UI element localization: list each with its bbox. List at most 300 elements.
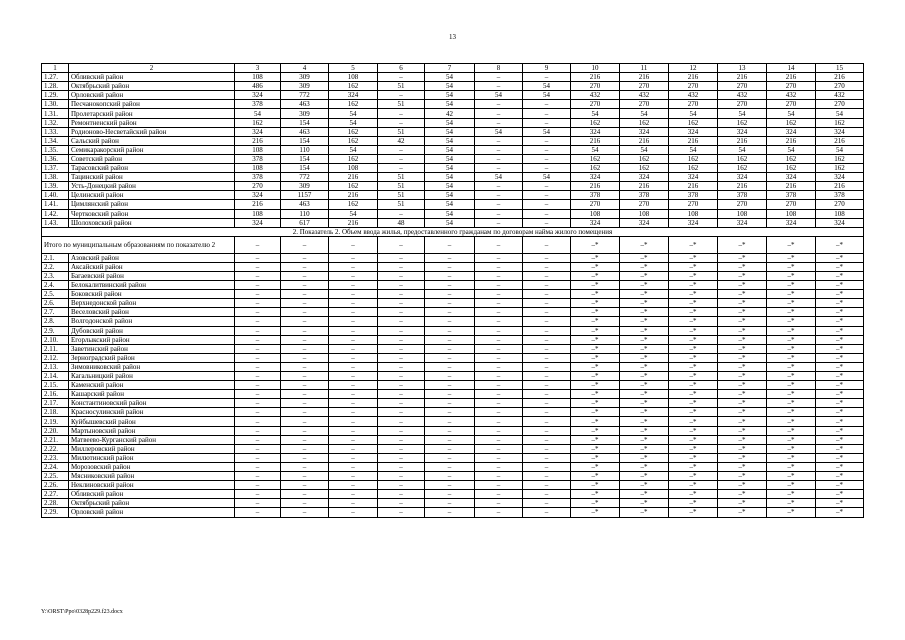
value-cell: – [378, 472, 425, 481]
value-cell: 54 [425, 182, 475, 191]
value-cell: 216 [718, 73, 767, 82]
value-cell: – [235, 399, 281, 408]
district-name-cell: Зерноградский район [69, 353, 235, 362]
value-cell: 54 [425, 73, 475, 82]
value-cell: – [523, 145, 571, 154]
value-cell: –* [718, 417, 767, 426]
row-number-cell: 1.32. [42, 118, 69, 127]
district-name-cell: Егорлыкский район [69, 335, 235, 344]
value-cell: –* [620, 335, 669, 344]
value-cell: 108 [235, 209, 281, 218]
district-name-cell: Шолоховский район [69, 218, 235, 227]
table-row [42, 299, 864, 308]
table-row [42, 100, 864, 109]
value-cell: 162 [571, 118, 620, 127]
value-cell: – [281, 481, 329, 490]
value-cell: – [329, 381, 378, 390]
row-number-cell: 2.27. [42, 490, 69, 499]
table-row [42, 481, 864, 490]
value-cell: 42 [378, 136, 425, 145]
table-row [42, 290, 864, 299]
value-cell: –* [571, 353, 620, 362]
value-cell: –* [767, 381, 816, 390]
value-cell: – [378, 362, 425, 371]
value-cell: 54 [425, 173, 475, 182]
column-number-cell: 14 [767, 64, 816, 73]
value-cell: – [523, 344, 571, 353]
value-cell: –* [767, 372, 816, 381]
value-cell: 1157 [281, 191, 329, 200]
value-cell: – [329, 317, 378, 326]
value-cell: –* [767, 262, 816, 271]
row-number-cell: 1.39. [42, 182, 69, 191]
value-cell: – [523, 73, 571, 82]
value-cell: – [425, 317, 475, 326]
value-cell: – [329, 344, 378, 353]
value-cell: –* [718, 353, 767, 362]
value-cell: – [425, 426, 475, 435]
value-cell: 216 [571, 73, 620, 82]
value-cell: 54 [425, 191, 475, 200]
value-cell: – [475, 408, 523, 417]
value-cell: –* [816, 326, 864, 335]
value-cell: – [425, 308, 475, 317]
value-cell: 54 [235, 109, 281, 118]
value-cell: – [378, 481, 425, 490]
value-cell: – [425, 399, 475, 408]
value-cell: 463 [281, 200, 329, 209]
value-cell: 432 [816, 91, 864, 100]
row-number-cell: 2.10. [42, 335, 69, 344]
total-label: Итого по муниципальным образованиям по показателю 2 [42, 236, 235, 253]
value-cell: – [475, 444, 523, 453]
value-cell: – [378, 299, 425, 308]
value-cell: 54 [523, 91, 571, 100]
value-cell: – [475, 136, 523, 145]
value-cell: –* [571, 499, 620, 508]
value-cell: –* [571, 362, 620, 371]
value-cell: – [475, 435, 523, 444]
value-cell: – [475, 381, 523, 390]
value-cell: 54 [329, 145, 378, 154]
value-cell: 324 [235, 127, 281, 136]
value-cell: 324 [718, 173, 767, 182]
value-cell: –* [571, 308, 620, 317]
value-cell: –* [620, 262, 669, 271]
value-cell: 309 [281, 182, 329, 191]
value-cell: 216 [767, 73, 816, 82]
value-cell: – [329, 499, 378, 508]
value-cell: –* [767, 317, 816, 326]
value-cell: 54 [523, 127, 571, 136]
column-number-cell: 4 [281, 64, 329, 73]
value-cell: – [281, 435, 329, 444]
value-cell: – [425, 481, 475, 490]
table-row [42, 308, 864, 317]
row-number-cell: 2.17. [42, 399, 69, 408]
value-cell: – [425, 344, 475, 353]
value-cell: – [378, 253, 425, 262]
district-name-cell: Кашарский район [69, 390, 235, 399]
value-cell: 216 [816, 182, 864, 191]
value-cell: 324 [235, 191, 281, 200]
value-cell: – [235, 481, 281, 490]
value-cell: – [235, 472, 281, 481]
value-cell: – [329, 462, 378, 471]
value-cell: – [329, 417, 378, 426]
district-name-cell: Боковский район [69, 290, 235, 299]
row-number-cell: 1.41. [42, 200, 69, 209]
value-cell: 54 [425, 164, 475, 173]
value-cell: –* [816, 417, 864, 426]
row-number-cell: 2.14. [42, 372, 69, 381]
value-cell: – [281, 472, 329, 481]
value-cell: –* [718, 435, 767, 444]
value-cell: 162 [329, 136, 378, 145]
value-cell: – [378, 164, 425, 173]
value-cell: 270 [669, 82, 718, 91]
value-cell: 108 [620, 209, 669, 218]
value-cell: –* [816, 435, 864, 444]
value-cell: –* [620, 381, 669, 390]
value-cell: –* [620, 271, 669, 280]
value-cell: – [235, 426, 281, 435]
table-row [42, 435, 864, 444]
value-cell: –* [620, 444, 669, 453]
row-number-cell: 2.23. [42, 453, 69, 462]
value-cell: 54 [523, 173, 571, 182]
value-cell: –* [816, 290, 864, 299]
value-cell: – [281, 326, 329, 335]
district-name-cell: Мартыновский район [69, 426, 235, 435]
row-number-cell: 2.1. [42, 253, 69, 262]
value-cell: – [281, 344, 329, 353]
value-cell: 54 [669, 109, 718, 118]
value-cell: 324 [767, 218, 816, 227]
value-cell: 162 [329, 127, 378, 136]
value-cell: –* [669, 453, 718, 462]
total-value-cell: –* [571, 236, 620, 253]
row-number-cell: 2.3. [42, 271, 69, 280]
value-cell: – [425, 472, 475, 481]
value-cell: – [475, 344, 523, 353]
table-row [42, 164, 864, 173]
value-cell: 162 [669, 164, 718, 173]
value-cell: 216 [620, 136, 669, 145]
value-cell: – [378, 453, 425, 462]
value-cell: – [425, 372, 475, 381]
value-cell: –* [718, 462, 767, 471]
value-cell: – [378, 435, 425, 444]
value-cell: – [523, 262, 571, 271]
value-cell: – [235, 381, 281, 390]
value-cell: – [425, 453, 475, 462]
table-row [42, 182, 864, 191]
value-cell: 432 [669, 91, 718, 100]
value-cell: – [235, 353, 281, 362]
district-name-cell: Целинский район [69, 191, 235, 200]
table-row [42, 200, 864, 209]
value-cell: –* [571, 290, 620, 299]
value-cell: 270 [571, 200, 620, 209]
column-number-cell: 10 [571, 64, 620, 73]
value-cell: –* [669, 499, 718, 508]
value-cell: – [235, 444, 281, 453]
value-cell: 216 [235, 136, 281, 145]
value-cell: – [281, 444, 329, 453]
district-name-cell: Веселовский район [69, 308, 235, 317]
value-cell: 51 [378, 182, 425, 191]
value-cell: –* [669, 426, 718, 435]
total-value-cell: –* [718, 236, 767, 253]
value-cell: – [235, 362, 281, 371]
value-cell: – [378, 490, 425, 499]
value-cell: – [235, 490, 281, 499]
value-cell: – [329, 472, 378, 481]
district-name-cell: Кагальницкий район [69, 372, 235, 381]
value-cell: 216 [329, 191, 378, 200]
value-cell: – [235, 271, 281, 280]
value-cell: –* [767, 399, 816, 408]
table-row [42, 281, 864, 290]
value-cell: –* [571, 390, 620, 399]
row-number-cell: 1.30. [42, 100, 69, 109]
value-cell: 162 [329, 154, 378, 163]
value-cell: – [378, 353, 425, 362]
value-cell: –* [620, 372, 669, 381]
value-cell: 324 [620, 218, 669, 227]
value-cell: – [235, 508, 281, 517]
value-cell: 432 [767, 91, 816, 100]
value-cell: 432 [718, 91, 767, 100]
value-cell: –* [816, 308, 864, 317]
value-cell: 270 [620, 200, 669, 209]
value-cell: –* [767, 362, 816, 371]
value-cell: –* [620, 453, 669, 462]
value-cell: –* [816, 408, 864, 417]
value-cell: –* [816, 299, 864, 308]
value-cell: 51 [378, 127, 425, 136]
value-cell: – [329, 326, 378, 335]
value-cell: 54 [425, 218, 475, 227]
table-row [42, 444, 864, 453]
value-cell: 324 [669, 218, 718, 227]
row-number-cell: 1.42. [42, 209, 69, 218]
value-cell: –* [669, 508, 718, 517]
value-cell: 108 [235, 145, 281, 154]
value-cell: – [475, 308, 523, 317]
value-cell: – [475, 508, 523, 517]
value-cell: –* [669, 372, 718, 381]
value-cell: – [475, 353, 523, 362]
value-cell: – [523, 253, 571, 262]
value-cell: 51 [378, 191, 425, 200]
value-cell: – [235, 335, 281, 344]
value-cell: – [523, 191, 571, 200]
value-cell: 324 [718, 218, 767, 227]
value-cell: 324 [329, 91, 378, 100]
district-name-cell: Морозовский район [69, 462, 235, 471]
value-cell: 270 [669, 200, 718, 209]
value-cell: – [475, 326, 523, 335]
district-name-cell: Дубовский район [69, 326, 235, 335]
value-cell: – [235, 462, 281, 471]
column-number-cell: 12 [669, 64, 718, 73]
value-cell: 54 [767, 109, 816, 118]
value-cell: – [281, 335, 329, 344]
value-cell: – [235, 317, 281, 326]
value-cell: –* [767, 390, 816, 399]
row-number-cell: 2.8. [42, 317, 69, 326]
indicators-table [41, 63, 864, 518]
total-value-cell: –* [767, 236, 816, 253]
value-cell: –* [620, 508, 669, 517]
value-cell: –* [571, 372, 620, 381]
value-cell: –* [620, 499, 669, 508]
value-cell: –* [816, 481, 864, 490]
row-number-cell: 2.21. [42, 435, 69, 444]
value-cell: 162 [329, 82, 378, 91]
value-cell: 270 [718, 100, 767, 109]
value-cell: 324 [235, 218, 281, 227]
value-cell: – [425, 290, 475, 299]
value-cell: – [523, 362, 571, 371]
row-number-cell: 2.29. [42, 508, 69, 517]
value-cell: 378 [620, 191, 669, 200]
value-cell: –* [669, 481, 718, 490]
value-cell: –* [669, 353, 718, 362]
value-cell: – [281, 426, 329, 435]
value-cell: 110 [281, 209, 329, 218]
table-row [42, 82, 864, 91]
row-number-cell: 1.36. [42, 154, 69, 163]
value-cell: 772 [281, 173, 329, 182]
table-row [42, 209, 864, 218]
value-cell: 154 [281, 164, 329, 173]
value-cell: –* [718, 499, 767, 508]
value-cell: –* [571, 317, 620, 326]
value-cell: –* [620, 490, 669, 499]
value-cell: – [378, 426, 425, 435]
value-cell: 54 [425, 91, 475, 100]
value-cell: 432 [571, 91, 620, 100]
value-cell: – [475, 417, 523, 426]
value-cell: –* [718, 390, 767, 399]
table-row [42, 344, 864, 353]
value-cell: 162 [620, 154, 669, 163]
value-cell: 216 [718, 182, 767, 191]
district-name-cell: Тарасовский район [69, 164, 235, 173]
row-number-cell: 1.27. [42, 73, 69, 82]
value-cell: 154 [281, 118, 329, 127]
value-cell: – [378, 154, 425, 163]
row-number-cell: 2.25. [42, 472, 69, 481]
row-number-cell: 2.6. [42, 299, 69, 308]
row-number-cell: 2.11. [42, 344, 69, 353]
value-cell: 162 [718, 118, 767, 127]
value-cell: –* [669, 462, 718, 471]
page-number: 13 [449, 33, 456, 41]
row-number-cell: 1.37. [42, 164, 69, 173]
value-cell: 378 [235, 100, 281, 109]
value-cell: – [425, 253, 475, 262]
value-cell: – [281, 453, 329, 462]
value-cell: 324 [816, 127, 864, 136]
table-row [42, 381, 864, 390]
value-cell: – [475, 335, 523, 344]
column-number-cell: 7 [425, 64, 475, 73]
value-cell: – [425, 353, 475, 362]
value-cell: – [425, 417, 475, 426]
total-value-cell: – [378, 236, 425, 253]
value-cell: – [475, 118, 523, 127]
value-cell: 216 [669, 136, 718, 145]
table-row [42, 508, 864, 517]
value-cell: –* [718, 508, 767, 517]
value-cell: – [475, 154, 523, 163]
value-cell: – [378, 281, 425, 290]
value-cell: –* [816, 490, 864, 499]
value-cell: 324 [571, 218, 620, 227]
value-cell: – [523, 462, 571, 471]
value-cell: – [329, 362, 378, 371]
value-cell: – [235, 417, 281, 426]
value-cell: –* [816, 317, 864, 326]
column-number-cell: 5 [329, 64, 378, 73]
value-cell: 270 [620, 100, 669, 109]
value-cell: 270 [235, 182, 281, 191]
value-cell: 54 [425, 145, 475, 154]
value-cell: – [329, 299, 378, 308]
value-cell: –* [669, 472, 718, 481]
value-cell: 772 [281, 91, 329, 100]
value-cell: – [475, 453, 523, 462]
section-title-row [42, 227, 864, 236]
district-name-cell: Усть-Донецкий район [69, 182, 235, 191]
value-cell: – [425, 271, 475, 280]
value-cell: – [475, 253, 523, 262]
value-cell: –* [816, 390, 864, 399]
table-row [42, 109, 864, 118]
total-value-cell: –* [620, 236, 669, 253]
value-cell: – [475, 299, 523, 308]
row-number-cell: 2.4. [42, 281, 69, 290]
value-cell: – [235, 308, 281, 317]
value-cell: – [523, 271, 571, 280]
value-cell: – [378, 271, 425, 280]
row-number-cell: 2.13. [42, 362, 69, 371]
value-cell: – [475, 472, 523, 481]
value-cell: –* [669, 335, 718, 344]
value-cell: 54 [425, 209, 475, 218]
value-cell: – [475, 200, 523, 209]
row-number-cell: 1.31. [42, 109, 69, 118]
value-cell: – [475, 499, 523, 508]
value-cell: –* [767, 335, 816, 344]
table-row [42, 399, 864, 408]
value-cell: –* [669, 317, 718, 326]
value-cell: – [235, 299, 281, 308]
value-cell: – [378, 499, 425, 508]
value-cell: 162 [816, 154, 864, 163]
value-cell: – [425, 381, 475, 390]
value-cell: – [523, 100, 571, 109]
value-cell: 309 [281, 73, 329, 82]
value-cell: 270 [620, 82, 669, 91]
table-row [42, 173, 864, 182]
value-cell: –* [620, 290, 669, 299]
table-row [42, 145, 864, 154]
